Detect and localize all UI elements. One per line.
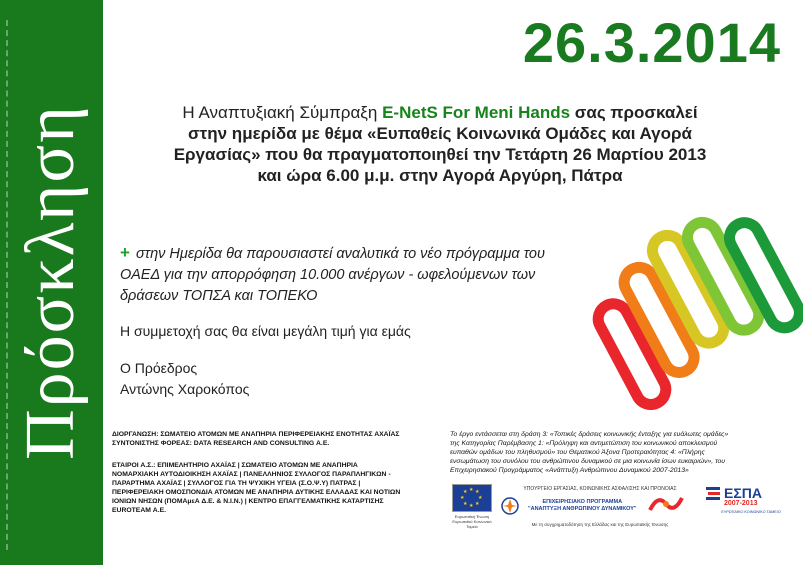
espa-stripes-icon — [706, 486, 722, 504]
bullet-line1: στην Ημερίδα θα παρουσιαστεί αναλυτικά το νέο πρόγραμμα του — [135, 246, 545, 262]
funding-line: Το έργο εντάσσεται στη δράση 3: «Τοπικές δράσεις κοινωνικής ένταξης για ευάλωτες ομάδες» — [450, 431, 729, 438]
partners-line: ΠΕΡΙΦΕΡΕΙΑΚΗ ΟΜΟΣΠΟΝΔΙΑ ΑΤΟΜΩΝ ΜΕ ΑΝΑΠΗΡΙΑ ΔΥΤΙΚΗΣ ΕΛΛΑΔΑΣ ΚΑΙ ΝΟΤΙΩΝ — [112, 489, 401, 496]
eu-caption: Ευρωπαϊκή Ένωση Ευρωπαϊκό Κοινωνικό Ταμείο — [452, 514, 492, 529]
plus-icon: + — [120, 243, 130, 262]
espa-caption: ΕΥΡΩΠΑΪΚΟ ΚΟΙΝΩΝΙΚΟ ΤΑΜΕΙΟ — [721, 510, 781, 514]
ministry-program-line1: ΕΠΙΧΕΙΡΗΣΙΑΚΟ ΠΡΟΓΡΑΜΜΑ — [542, 499, 623, 505]
ministry-top-text: ΥΠΟΥΡΓΕΙΟ ΕΡΓΑΣΙΑΣ, ΚΟΙΝΩΝΙΚΗΣ ΑΣΦΑΛΙΣΗΣ ΚΑΙ ΠΡΟΝΟΙΑΣ — [523, 486, 677, 492]
funding-line: ενσωμάτωση του συνόλου του ανθρώπινου δυναμικού σε μια κοινωνία ίσων ευκαιριών», του — [450, 458, 726, 465]
event-date: 26.3.2014 — [522, 11, 781, 74]
partners-line: ΠΑΡΑΡΤΗΜΑ ΑΧΑΪΑΣ | ΣΥΛΛΟΓΟΣ ΓΙΑ ΤΗ ΨΥΧΙΚΗ ΥΓΕΙΑ (Σ.Ο.Ψ.Υ) ΠΑΤΡΑΣ | — [112, 480, 361, 487]
partners-line: ΕΤΑΙΡΟΙ Α.Σ.: ΕΠΙΜΕΛΗΤΗΡΙΟ ΑΧΑΪΑΣ | ΣΩΜΑΤΕΙΟ ΑΤΟΜΩΝ ΜΕ ΑΝΑΠΗΡΙΑ — [112, 462, 358, 469]
bullet-line3: δράσεων ΤΟΠΣΑ και ΤΟΠΕΚΟ — [120, 288, 318, 304]
brand-name: E-NetS For Meni Hands — [382, 103, 571, 122]
sidebar-title: Πρόσκληση — [12, 104, 89, 460]
intro-part2: σας προσκαλεί — [570, 103, 698, 122]
organizer-line: ΔΙΟΡΓΑΝΩΣΗ: ΣΩΜΑΤΕΙΟ ΑΤΟΜΩΝ ΜΕ ΑΝΑΠΗΡΙΑ ΠΕΡΙΦΕΡΕΙΑΚΗΣ ΕΝΟΤΗΤΑΣ ΑΧΑΪΑΣ — [112, 431, 400, 438]
partners-line: EUROTEAM Α.Ε. — [112, 507, 167, 514]
invitation-text — [120, 102, 760, 186]
ministry-program-line2: "ΑΝΑΠΤΥΞΗ ΑΝΘΡΩΠΙΝΟΥ ΔΥΝΑΜΙΚΟΥ" — [528, 506, 637, 512]
signature-role: Ο Πρόεδρος — [120, 360, 198, 376]
decorative-rings-graphic — [588, 210, 803, 420]
partnership-logo — [646, 490, 692, 523]
ministry-emblem-icon — [500, 496, 520, 516]
partners-block — [112, 461, 442, 515]
organizer-block — [112, 430, 442, 448]
espa-name: ΕΣΠΑ — [724, 485, 762, 501]
intro-line4: και ώρα 6.00 μ.μ. στην Αγορά Αργύρη, Πάτρα — [257, 166, 623, 185]
espa-years: 2007-2013 — [724, 500, 758, 507]
bullet-line2: ΟΑΕΔ για την απορρόφηση 10.000 ανέργων - ωφελούμενων των — [120, 267, 536, 283]
eu-logo — [450, 484, 494, 529]
sponsor-logos — [448, 484, 798, 544]
honor-text: Η συμμετοχή σας θα είναι μεγάλη τιμή για εμάς — [120, 323, 411, 339]
intro-line2: στην ημερίδα με θέμα «Ευπαθείς Κοινωνικά Ομάδες και Αγορά — [188, 124, 692, 143]
partnership-emblem-icon — [646, 490, 686, 518]
partners-line: ΝΟΜΑΡΧΙΑΚΗ ΑΥΤΟΔΙΟΙΚΗΣΗ ΑΧΑΪΑΣ | ΠΑΝΕΛΛΗΝΙΟΣ ΣΥΛΛΟΓΟΣ ΠΑΡΑΠΛΗΓΙΚΩΝ - — [112, 471, 391, 478]
announcement-bullet — [120, 242, 620, 307]
intro-line3: Εργασίας» που θα πραγματοποιηθεί την Τετάρτη 26 Μαρτίου 2013 — [173, 145, 707, 164]
sidebar — [0, 0, 103, 565]
intro-part1: Η Αναπτυξιακή Σύμπραξη — [182, 103, 383, 122]
espa-logo — [706, 486, 796, 514]
eu-flag-icon: ★ ★ ★ ★ ★ ★ ★ ★ — [452, 484, 492, 512]
funding-block — [450, 430, 785, 475]
signature-name: Αντώνης Χαροκόπος — [120, 381, 250, 397]
funding-line: ευπαθών ομάδων του πληθυσμού» του Θεματικού Άξονα Προτεραιότητας 4: «Πλήρης — [450, 449, 705, 456]
funding-line: της Κατηγορίας Παρέμβασης 1: «Πρόληψη και αντιμετώπιση του κοινωνικού αποκλεισμού — [450, 440, 718, 447]
coordinator-line: ΣΥΝΤΟΝΙΣΤΗΣ ΦΟΡΕΑΣ: DATA RESEARCH AND CONSULTING Α.Ε. — [112, 440, 330, 447]
ministry-bottom-text: Με τη συγχρηματοδότηση της Ελλάδας και της Ευρωπαϊκής Ένωσης — [531, 522, 669, 527]
funding-line: Επιχειρησιακού Προγράμματος «Ανάπτυξη Ανθρώπινου Δυναμικού 2007-2013» — [450, 467, 689, 474]
partners-line: ΙΟΝΙΩΝ ΝΗΣΩΝ (ΠΟΜΑμεΑ Δ.Ε. & Ν.Ι.Ν.) | ΚΕΝΤΡΟ ΕΠΑΓΓΕΛΜΑΤΙΚΗΣ ΚΑΤΑΡΤΙΣΗΣ — [112, 498, 384, 505]
